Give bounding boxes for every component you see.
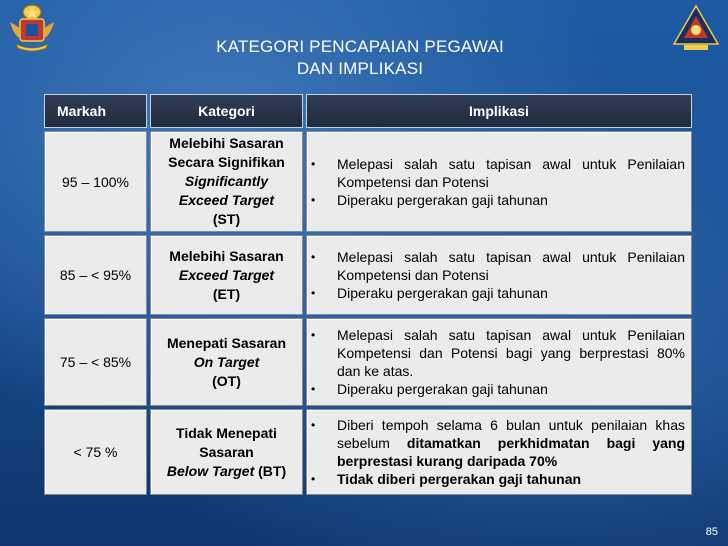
kategori-code: (BT)	[258, 462, 287, 479]
table-header-row	[44, 94, 692, 128]
kategori-code: (ET)	[212, 285, 241, 302]
cell-implikasi	[306, 409, 692, 495]
implikasi-list	[309, 248, 685, 302]
list-item: • Melepasi salah satu tapisan awal untuk Penilaian Kompetensi dan Potensi bagi yang berprestasi 80% dan ke atas.	[311, 327, 685, 379]
cell-kategori	[150, 131, 303, 232]
cell-implikasi	[306, 131, 692, 232]
kategori-malay-line-2: Secara Signifikan	[168, 154, 285, 170]
kategori-english: On Target	[193, 353, 260, 370]
performance-category-table	[41, 91, 695, 498]
title-line-2: DAN IMPLIKASI	[296, 59, 424, 78]
kategori-english: Below Target	[166, 462, 255, 479]
cell-markah: 95 – 100%	[44, 131, 147, 232]
bullet-icon: •	[311, 328, 316, 342]
page-title	[150, 36, 570, 80]
cell-markah: 85 – < 95%	[44, 235, 147, 315]
kategori-english-line-1: Significantly	[184, 173, 269, 189]
cell-kategori	[150, 318, 303, 406]
bullet-icon: •	[311, 192, 316, 207]
list-item: • Diperaku pergerakan gaji tahunan	[311, 381, 548, 397]
bullet-icon: •	[311, 472, 316, 486]
cell-kategori	[150, 235, 303, 315]
list-item: • Melepasi salah satu tapisan awal untuk Penilaian Kompetensi dan Potensi	[311, 249, 685, 283]
kategori-malay-line-1: Melebihi Sasaran	[169, 135, 284, 151]
kategori-english-line-2: Exceed Target	[178, 192, 275, 208]
bullet-icon: •	[311, 156, 316, 171]
cell-markah: < 75 %	[44, 409, 147, 495]
cell-implikasi	[306, 235, 692, 315]
implikasi-list	[309, 155, 685, 209]
list-item: • Melepasi salah satu tapisan awal untuk Penilaian Kompetensi dan Potensi	[311, 155, 685, 190]
header-implikasi: Implikasi	[306, 94, 692, 128]
bullet-icon: •	[311, 250, 316, 264]
kategori-malay-line-2: Sasaran	[199, 443, 254, 460]
bullet-icon: •	[311, 382, 316, 396]
table-row	[44, 235, 692, 315]
kategori-malay: Menepati Sasaran	[166, 334, 287, 351]
cell-kategori	[150, 409, 303, 495]
table-row	[44, 131, 692, 232]
list-item: • Diberi tempoh selama 6 bulan untuk penilaian khas sebelum ditamatkan perkhidmatan bagi yang berprestasi kurang daripada 70%	[311, 417, 685, 469]
page-number: 85	[705, 526, 718, 538]
list-item: • Diperaku pergerakan gaji tahunan	[311, 191, 548, 208]
bullet-icon: •	[311, 418, 316, 432]
cell-markah: 75 – < 85%	[44, 318, 147, 406]
bullet-icon: •	[311, 286, 316, 300]
list-item: • Diperaku pergerakan gaji tahunan	[311, 285, 548, 301]
list-item: • Tidak diberi pergerakan gaji tahunan	[311, 471, 582, 487]
jpa-logo-icon	[670, 2, 722, 52]
header-kategori: Kategori	[150, 94, 303, 128]
kategori-english: Exceed Target	[178, 266, 275, 283]
kategori-malay-line-1: Tidak Menepati	[176, 424, 277, 441]
implikasi-list	[309, 416, 685, 488]
kategori-malay: Melebihi Sasaran	[169, 247, 284, 264]
table-row	[44, 318, 692, 406]
kategori-code: (OT)	[212, 372, 241, 389]
kategori-code: (ST)	[212, 211, 241, 227]
implikasi-list	[309, 326, 685, 398]
table-row	[44, 409, 692, 495]
header-markah: Markah	[44, 94, 147, 128]
cell-implikasi	[306, 318, 692, 406]
title-line-1: KATEGORI PENCAPAIAN PEGAWAI	[216, 37, 504, 56]
malaysia-coat-of-arms-icon	[6, 2, 58, 54]
